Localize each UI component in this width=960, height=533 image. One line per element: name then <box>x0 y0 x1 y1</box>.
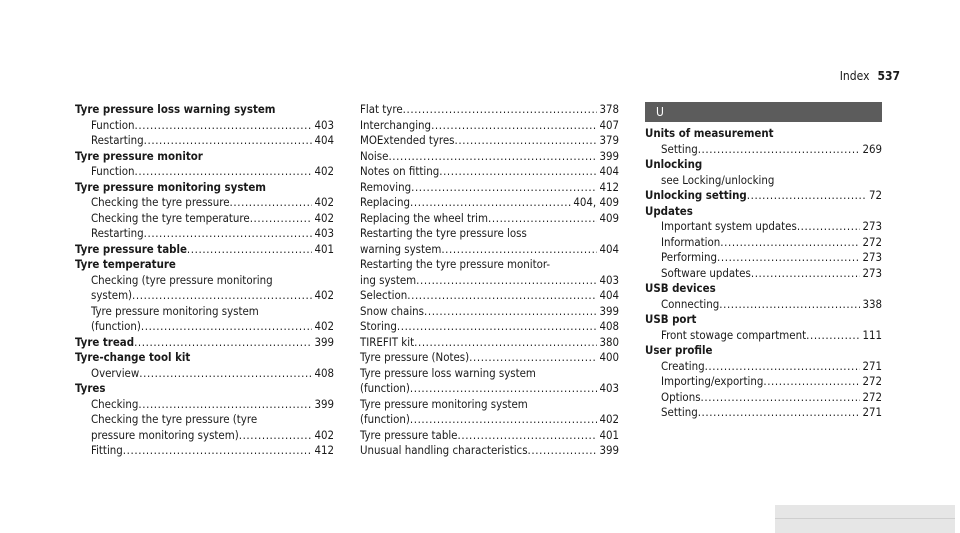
entry-text: system) <box>91 288 133 302</box>
dot-leader <box>144 226 313 242</box>
page-ref: 401 <box>599 427 619 442</box>
page-ref: 409 <box>599 210 619 225</box>
index-entry <box>360 288 619 304</box>
dot-leader <box>134 335 312 351</box>
index-entry <box>360 133 619 149</box>
entry-text: Snow chains <box>360 303 424 318</box>
page-ref: 403 <box>314 117 334 132</box>
dot-leader <box>416 273 597 289</box>
dot-leader <box>720 235 860 251</box>
page-ref: 272 <box>862 374 882 388</box>
index-entry <box>360 226 619 242</box>
index-entry <box>75 397 334 413</box>
dot-leader <box>135 118 313 134</box>
index-entry <box>360 366 619 382</box>
dot-leader <box>230 195 313 211</box>
page-ref: 408 <box>599 319 619 333</box>
index-entry <box>360 164 619 180</box>
page-ref: 404 <box>599 288 619 302</box>
page-ref: 380 <box>599 334 619 349</box>
entry-text: Tyre pressure monitoring system <box>91 303 259 318</box>
entry-text: Selection <box>360 288 408 302</box>
dot-leader <box>407 288 597 304</box>
index-entry <box>645 219 882 235</box>
index-entry <box>645 173 882 189</box>
page-ref: 401 <box>314 241 334 256</box>
index-heading <box>75 149 334 165</box>
entry-text: Interchanging <box>360 117 432 132</box>
page-ref: 72 <box>868 188 882 202</box>
index-entry <box>360 428 619 444</box>
entry-text: Function <box>91 164 135 178</box>
entry-text: warning system <box>360 241 442 256</box>
entry-text: Checking <box>91 396 139 411</box>
page-ref: 412 <box>314 443 334 457</box>
page-ref: 379 <box>599 133 619 147</box>
entry-text: Creating <box>661 358 705 373</box>
entry-text: User profile <box>645 343 713 357</box>
entry-text: Storing <box>360 319 397 333</box>
dot-leader <box>717 250 860 266</box>
page-ref: 404 <box>314 133 334 147</box>
dot-leader <box>719 297 860 313</box>
footer-bar <box>775 505 955 533</box>
entry-text: see Locking/unlocking <box>661 172 775 187</box>
entry-text: Unusual handling characteristics <box>360 443 528 457</box>
entry-text: Restarting <box>91 133 144 147</box>
entry-text: Overview <box>91 365 140 380</box>
index-entry <box>360 350 619 366</box>
page-ref: 273 <box>862 250 882 264</box>
page-ref: 402 <box>314 195 334 209</box>
dot-leader <box>132 288 312 304</box>
entry-text: Tyre-change tool kit <box>75 350 191 364</box>
dot-leader <box>441 242 597 258</box>
dot-leader <box>705 359 861 375</box>
index-entry <box>360 319 619 335</box>
index-heading <box>75 257 334 273</box>
dot-leader <box>747 188 867 204</box>
dot-leader <box>414 335 597 351</box>
index-heading <box>75 180 334 196</box>
entry-text: Tyre pressure monitoring system <box>75 179 266 194</box>
page-ref: 271 <box>862 358 882 373</box>
index-entry <box>75 366 334 382</box>
index-heading <box>75 242 334 258</box>
entry-text: Tyre pressure monitoring system <box>360 396 528 411</box>
entry-text: Updates <box>645 203 693 218</box>
dot-leader <box>455 133 598 149</box>
entry-text: (function) <box>360 381 410 395</box>
index-heading <box>645 188 882 204</box>
index-entry <box>360 102 619 118</box>
entry-text: Setting <box>661 141 698 156</box>
entry-text: USB devices <box>645 281 716 295</box>
index-entry <box>75 195 334 211</box>
entry-text: pressure monitoring system) <box>91 427 239 442</box>
entry-text: Noise <box>360 148 389 163</box>
entry-text: Restarting the tyre pressure loss <box>360 226 527 240</box>
entry-text: Connecting <box>661 296 720 311</box>
entry-text: Important system updates <box>661 219 797 233</box>
dot-leader <box>141 319 313 335</box>
page-ref: 407 <box>599 117 619 132</box>
entry-text: Importing/exporting <box>661 374 764 388</box>
index-entry <box>360 443 619 459</box>
page-ref: 399 <box>599 443 619 457</box>
dot-leader <box>701 390 861 406</box>
page-ref: 378 <box>599 102 619 116</box>
index-entry <box>75 443 334 459</box>
dot-leader <box>763 374 860 390</box>
dot-leader <box>388 149 597 165</box>
entry-text: Options <box>661 389 701 404</box>
index-heading <box>645 157 882 173</box>
entry-text: Restarting the tyre pressure monitor- <box>360 257 551 271</box>
index-entry <box>360 273 619 289</box>
index-entry <box>645 374 882 390</box>
page-ref: 399 <box>314 334 334 349</box>
dot-leader <box>528 443 598 459</box>
page-ref: 273 <box>862 219 882 233</box>
dot-leader <box>431 118 597 134</box>
dot-leader <box>187 242 313 258</box>
index-heading <box>75 350 334 366</box>
dot-leader <box>698 142 861 158</box>
entry-text: MOExtended tyres <box>360 133 455 147</box>
index-heading <box>645 312 882 328</box>
entry-text: Fitting <box>91 443 123 457</box>
entry-text: Front stowage compartment <box>661 327 807 342</box>
index-entry <box>360 335 619 351</box>
entry-text: Setting <box>661 405 698 419</box>
dot-leader <box>797 219 861 235</box>
page-ref: 403 <box>314 226 334 240</box>
page-ref: 111 <box>862 327 882 342</box>
dot-leader <box>424 304 597 320</box>
index-heading <box>645 343 882 359</box>
dot-leader <box>239 428 313 444</box>
index-entry <box>360 180 619 196</box>
index-heading <box>75 381 334 397</box>
index-entry <box>645 266 882 282</box>
dot-leader <box>411 180 597 196</box>
entry-text: Tyre temperature <box>75 257 176 271</box>
entry-text: TIREFIT kit <box>360 334 415 349</box>
index-entry <box>645 235 882 251</box>
page-ref: 399 <box>314 396 334 411</box>
entry-text: Unlocking setting <box>645 188 747 202</box>
index-entry <box>645 405 882 421</box>
dot-leader <box>488 211 597 227</box>
index-entry <box>75 273 334 289</box>
entry-text: Restarting <box>91 226 144 240</box>
entry-text: Performing <box>661 250 718 264</box>
page-header <box>840 69 900 83</box>
entry-text: Tyre pressure table <box>75 241 187 256</box>
index-column-1 <box>75 102 334 459</box>
entry-text: ing system <box>360 272 417 287</box>
entry-text: Tyre pressure (Notes) <box>360 350 470 364</box>
dot-leader <box>751 266 861 282</box>
entry-text: Tyres <box>75 381 106 395</box>
page-ref: 402 <box>314 164 334 178</box>
entry-text: Tyre pressure table <box>360 427 458 442</box>
page-ref: 272 <box>862 234 882 249</box>
index-entry <box>75 319 334 335</box>
page-ref: 399 <box>599 148 619 163</box>
page-ref: 402 <box>314 319 334 333</box>
index-column-2 <box>360 102 619 459</box>
page-ref: 412 <box>599 179 619 194</box>
index-entry <box>75 428 334 444</box>
dot-leader <box>138 397 312 413</box>
page-ref: 404 <box>599 241 619 256</box>
dot-leader <box>410 381 598 397</box>
index-entry <box>75 288 334 304</box>
entry-text: Checking the tyre pressure (tyre <box>91 412 258 426</box>
page-ref: 269 <box>862 141 882 156</box>
index-entry <box>360 381 619 397</box>
index-entry <box>75 412 334 428</box>
dot-leader <box>806 328 860 344</box>
entry-text: Information <box>661 234 721 249</box>
index-title: Index <box>839 69 870 83</box>
index-entry <box>75 118 334 134</box>
index-entry <box>75 164 334 180</box>
page-ref: 338 <box>862 296 882 311</box>
dot-leader <box>410 412 598 428</box>
entry-text: Notes on fitting <box>360 164 440 178</box>
index-entry <box>360 149 619 165</box>
index-entry <box>645 250 882 266</box>
index-entry <box>360 397 619 413</box>
dot-leader <box>250 211 313 227</box>
dot-leader <box>410 195 571 211</box>
page-ref: 404, 409 <box>573 195 619 209</box>
page-ref: 402 <box>314 288 334 302</box>
dot-leader <box>123 443 313 459</box>
index-entry <box>360 257 619 273</box>
index-entry <box>360 118 619 134</box>
page-ref: 402 <box>314 427 334 442</box>
dot-leader <box>144 133 313 149</box>
entry-text: (function) <box>91 319 141 333</box>
page-ref: 272 <box>862 389 882 404</box>
section-letter: U <box>645 102 882 122</box>
page-ref: 271 <box>862 405 882 419</box>
index-entry <box>645 390 882 406</box>
page-ref: 404 <box>599 164 619 178</box>
entry-text: Tyre pressure loss warning system <box>75 102 276 116</box>
index-heading <box>645 126 882 142</box>
dot-leader <box>469 350 597 366</box>
page-ref: 408 <box>314 365 334 380</box>
entry-text: Replacing the wheel trim <box>360 210 489 225</box>
entry-text: Checking (tyre pressure monitoring <box>91 272 273 287</box>
index-entry <box>75 211 334 227</box>
entry-text: Tyre pressure monitor <box>75 148 203 163</box>
index-heading <box>75 102 334 118</box>
index-entry <box>75 304 334 320</box>
index-entry <box>645 359 882 375</box>
dot-leader <box>139 366 312 382</box>
index-entry <box>645 297 882 313</box>
entry-text: Replacing <box>360 195 411 209</box>
page-ref: 402 <box>599 412 619 426</box>
index-entry <box>75 226 334 242</box>
page-number: 537 <box>877 69 900 83</box>
dot-leader <box>439 164 597 180</box>
entry-text: Tyre tread <box>75 334 135 349</box>
entry-text: Unlocking <box>645 157 703 171</box>
entry-text: Function <box>91 117 135 132</box>
entry-text: Software updates <box>661 265 751 280</box>
page-ref: 400 <box>599 350 619 364</box>
page-ref: 402 <box>314 210 334 225</box>
index-entry <box>645 328 882 344</box>
index-column-3 <box>645 102 882 421</box>
dot-leader <box>403 102 598 118</box>
entry-text: (function) <box>360 412 410 426</box>
page-ref: 403 <box>599 272 619 287</box>
index-entry <box>645 142 882 158</box>
index-entry <box>75 133 334 149</box>
page-ref: 399 <box>599 303 619 318</box>
entry-text: Checking the tyre temperature <box>91 210 250 225</box>
entry-text: Flat tyre <box>360 102 403 116</box>
dot-leader <box>397 319 598 335</box>
entry-text: Tyre pressure loss warning system <box>360 365 536 380</box>
page-ref: 273 <box>862 265 882 280</box>
index-entry <box>360 412 619 428</box>
entry-text: Units of measurement <box>645 126 774 140</box>
dot-leader <box>458 428 598 444</box>
index-entry <box>360 211 619 227</box>
index-heading <box>645 204 882 220</box>
dot-leader <box>135 164 313 180</box>
entry-text: Checking the tyre pressure <box>91 195 230 209</box>
index-heading <box>645 281 882 297</box>
index-entry <box>360 195 619 211</box>
index-entry <box>360 304 619 320</box>
index-heading <box>75 335 334 351</box>
entry-text: Removing <box>360 179 412 194</box>
entry-text: USB port <box>645 312 697 326</box>
page-ref: 403 <box>599 381 619 395</box>
index-entry <box>360 242 619 258</box>
dot-leader <box>698 405 861 421</box>
